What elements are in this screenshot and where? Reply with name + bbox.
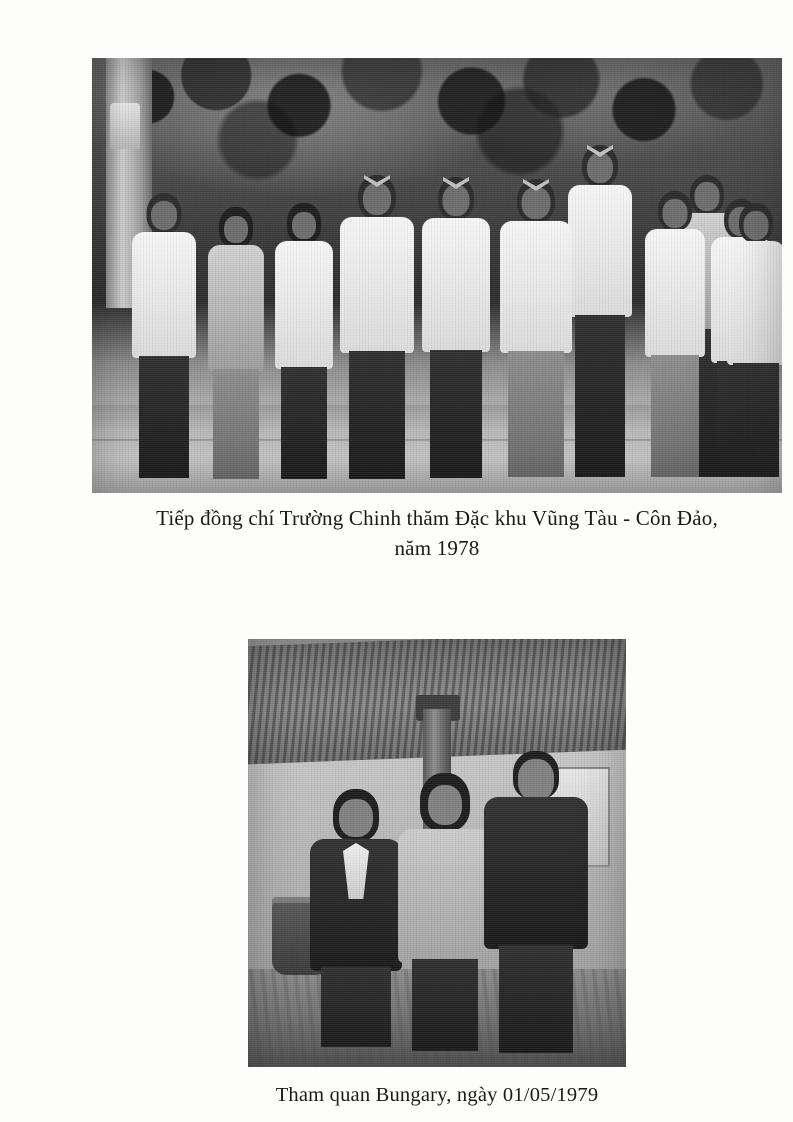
- person-7: [644, 191, 706, 475]
- person-6-truong-chinh: [500, 179, 572, 475]
- person-center-woman: [396, 773, 494, 1049]
- person-5: [422, 177, 490, 475]
- figure-caption-1: [92, 504, 782, 564]
- caption-line-1: Tham quan Bungary, ngày 01/05/1979: [275, 1084, 599, 1106]
- person-1: [132, 193, 196, 475]
- photograph-three-people-house: [248, 639, 626, 1067]
- person-left-woman: [308, 789, 404, 1045]
- figure-caption-2: [248, 1081, 626, 1110]
- figure-bungary-visit: [248, 639, 626, 1110]
- person-back-2: [568, 145, 632, 475]
- person-2: [207, 207, 265, 475]
- lamp: [110, 103, 140, 149]
- caption-line-1: Tiếp đồng chí Trường Chinh thăm Đặc khu Vũng Tàu - Côn Đảo,: [156, 506, 718, 530]
- figure-truong-chinh-visit: [92, 58, 782, 564]
- person-9: [726, 203, 782, 475]
- photograph-group-officials: [92, 58, 782, 493]
- person-right-man: [484, 751, 588, 1051]
- caption-line-2: năm 1978: [394, 535, 480, 560]
- person-3: [274, 203, 334, 475]
- person-4: [340, 175, 414, 475]
